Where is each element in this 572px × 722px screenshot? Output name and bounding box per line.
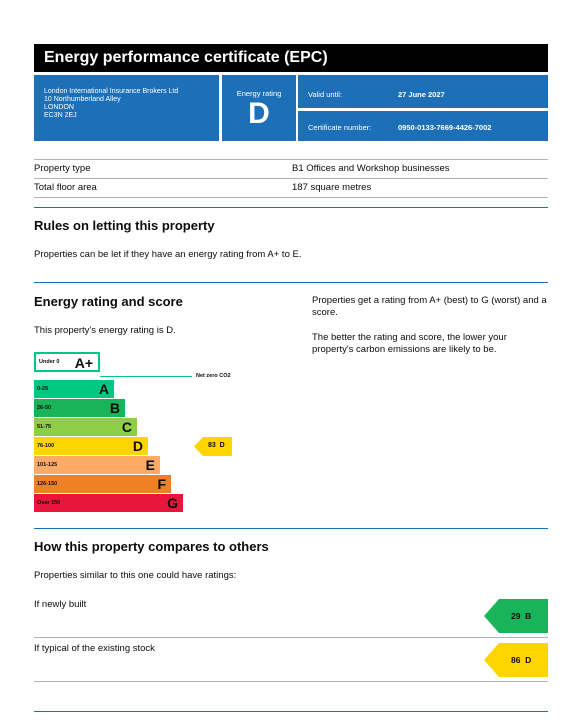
typical-stock-value: 86 D — [511, 655, 532, 665]
rating-band-b — [34, 399, 125, 417]
band-range: 51-75 — [37, 424, 52, 430]
rating-band-d — [34, 437, 148, 455]
floor-area-value: 187 square metres — [292, 182, 372, 193]
address-line: LONDON — [44, 104, 74, 111]
compare-text: Properties similar to this one could have ratings: — [34, 570, 237, 581]
band-letter: G — [167, 495, 178, 511]
band-range: 101-125 — [37, 462, 58, 468]
address-line: London International Insurance Brokers Ltd — [44, 88, 179, 95]
band-letter: B — [109, 400, 120, 416]
band-letter: A+ — [74, 355, 93, 371]
rating-band-a — [34, 380, 114, 398]
band-range: 0-25 — [37, 386, 49, 392]
section-divider — [34, 207, 548, 208]
valid-until-label: Valid until: — [308, 90, 343, 99]
property-type-value: B1 Offices and Workshop businesses — [292, 163, 450, 174]
page-title: Energy performance certificate (EPC) — [34, 44, 548, 72]
band-range: 76-100 — [37, 443, 55, 449]
score-heading: Energy rating and score — [34, 294, 183, 309]
current-rating-value: 83 D — [208, 442, 225, 449]
score-explanation: Properties get a rating from A+ (best) to G (worst) and a score. — [312, 295, 547, 318]
net-zero-line — [100, 376, 192, 377]
divider — [34, 681, 548, 682]
section-divider — [34, 711, 548, 712]
band-letter: D — [132, 438, 143, 454]
compare-heading: How this property compares to others — [34, 539, 269, 554]
score-explanation: The better the rating and score, the lower your property's carbon emissions are likely to be. — [312, 332, 507, 355]
band-letter: A — [98, 381, 109, 397]
rules-heading: Rules on letting this property — [34, 218, 215, 233]
band-range: Under 0 — [39, 359, 60, 365]
section-divider — [34, 528, 548, 529]
section-divider — [34, 282, 548, 283]
certificate-number-box — [298, 111, 548, 141]
band-letter: F — [157, 476, 166, 492]
rules-text: Properties can be let if they have an energy rating from A+ to E. — [34, 249, 302, 260]
rating-band-c — [34, 418, 137, 436]
valid-until-box — [298, 75, 548, 108]
band-range: Over 150 — [37, 500, 61, 506]
address-line: 10 Northumberland Alley — [44, 96, 121, 103]
address-line: EC3N 2EJ — [44, 112, 77, 119]
rating-band-g — [34, 494, 183, 512]
band-letter: C — [121, 419, 132, 435]
rating-band-aplus — [34, 352, 100, 372]
rating-band-e — [34, 456, 160, 474]
divider — [34, 178, 548, 179]
energy-rating-value: D — [248, 97, 270, 130]
typical-stock-label: If typical of the existing stock — [34, 643, 155, 654]
floor-area-label: Total floor area — [34, 182, 97, 193]
band-range: 26-50 — [37, 405, 52, 411]
divider — [34, 637, 548, 638]
band-letter: E — [145, 457, 155, 473]
band-range: 126-150 — [37, 481, 58, 487]
certificate-number-label: Certificate number: — [308, 123, 372, 132]
property-type-label: Property type — [34, 163, 91, 174]
net-zero-label: Net zero CO2 — [196, 373, 231, 379]
divider — [34, 159, 548, 160]
score-text: This property's energy rating is D. — [34, 325, 176, 336]
newly-built-value: 29 B — [511, 611, 532, 621]
newly-built-label: If newly built — [34, 599, 87, 610]
certificate-number-value: 0950-0133-7669-4426-7002 — [398, 123, 492, 132]
divider — [34, 197, 548, 198]
energy-rating-box — [222, 75, 296, 141]
energy-rating-label: Energy rating — [236, 89, 282, 98]
address-block — [34, 75, 219, 141]
rating-band-f — [34, 475, 171, 493]
valid-until-value: 27 June 2027 — [398, 90, 445, 99]
